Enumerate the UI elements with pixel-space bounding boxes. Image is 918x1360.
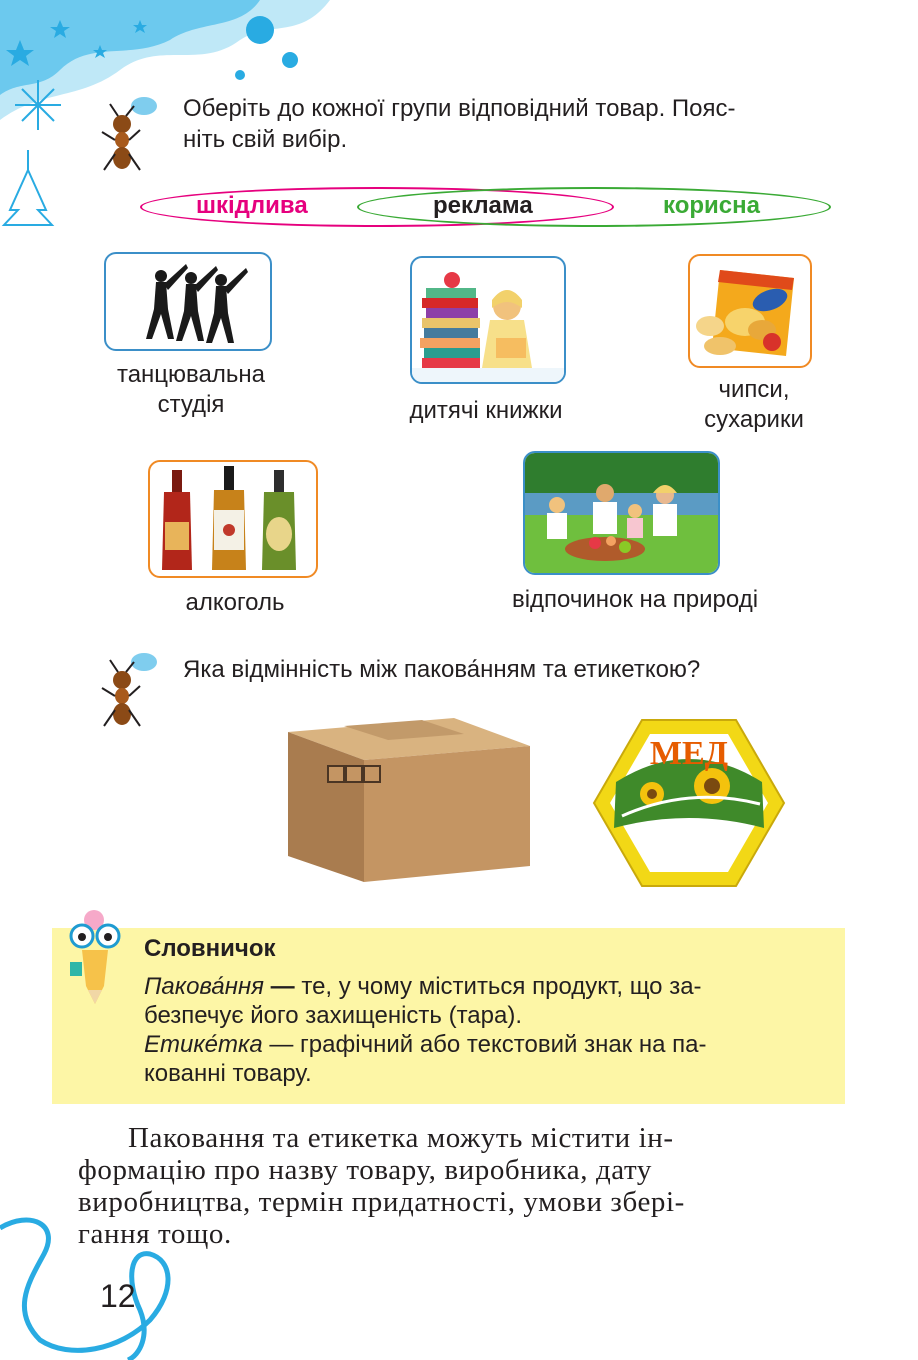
body-line2: формацію про назву товару, виробника, дату	[78, 1154, 653, 1186]
task-instruction-line2: ніть свій вибір.	[183, 126, 348, 153]
advertising-label: реклама	[433, 192, 533, 219]
childrens-books-caption: дитячі книжки	[409, 397, 563, 424]
definition-packaging-line2: безпечує його захищеність (тара).	[144, 1002, 523, 1029]
dance-studio-picture	[104, 252, 272, 351]
glossary-entry-packaging-line1	[144, 972, 834, 1001]
term-label: Етике́тка	[144, 1031, 263, 1058]
chips-caption-line2: сухарики	[704, 406, 804, 433]
useful-label: корисна	[663, 192, 760, 219]
body-line1: Паковання та етикетка можуть містити ін-	[128, 1122, 674, 1154]
pencil-mascot-icon	[64, 906, 134, 1006]
dash: —	[264, 973, 302, 1000]
chips-caption-line1: чипси,	[718, 376, 790, 403]
chips-caption	[664, 375, 844, 435]
dance-caption-line1: танцювальна	[116, 361, 265, 388]
alcohol-caption: алкоголь	[185, 589, 285, 616]
harmful-label: шкідлива	[196, 192, 308, 219]
definition-label-line1: графічний або текстовий знак на па-	[300, 1031, 707, 1058]
body-line4: гання тощо.	[78, 1218, 232, 1250]
task-instruction	[183, 93, 843, 155]
dance-studio-caption	[96, 360, 286, 420]
dash: —	[262, 1031, 301, 1058]
honey-label-word: МЕД	[649, 735, 729, 772]
cardboard-box-picture	[284, 716, 534, 886]
definition-label-line2: кованні товару.	[144, 1060, 312, 1087]
glossary-title: Словничок	[144, 935, 276, 962]
term-packaging: Пакова́ння	[144, 973, 264, 1000]
honey-label-picture	[592, 716, 786, 890]
ant-mascot-icon	[98, 652, 160, 728]
ant-mascot-icon	[98, 96, 160, 172]
chips-picture	[688, 254, 812, 368]
page-number: 12	[100, 1278, 136, 1314]
task-question: Яка відмінність між пакова́нням та етикеткою?	[183, 656, 701, 683]
alcohol-picture	[148, 460, 318, 578]
page-corner-swirl	[0, 1210, 190, 1360]
body-line3: виробництва, термін придатності, умови збері-	[78, 1186, 685, 1218]
glossary-entry-packaging	[144, 972, 834, 1030]
glossary-entry-label-line1	[144, 1030, 834, 1059]
glossary-entry-label	[144, 1030, 834, 1088]
definition-packaging-line1: те, у чому міститься продукт, що за-	[301, 973, 702, 1000]
dance-caption-line2: студія	[157, 391, 225, 418]
childrens-books-picture	[410, 256, 566, 384]
body-paragraph	[78, 1122, 846, 1250]
picnic-picture	[523, 451, 720, 575]
task-instruction-line1: Оберіть до кожної групи відповідний товар. Пояс-	[183, 95, 736, 122]
picnic-caption: відпочинок на природі	[511, 586, 759, 613]
